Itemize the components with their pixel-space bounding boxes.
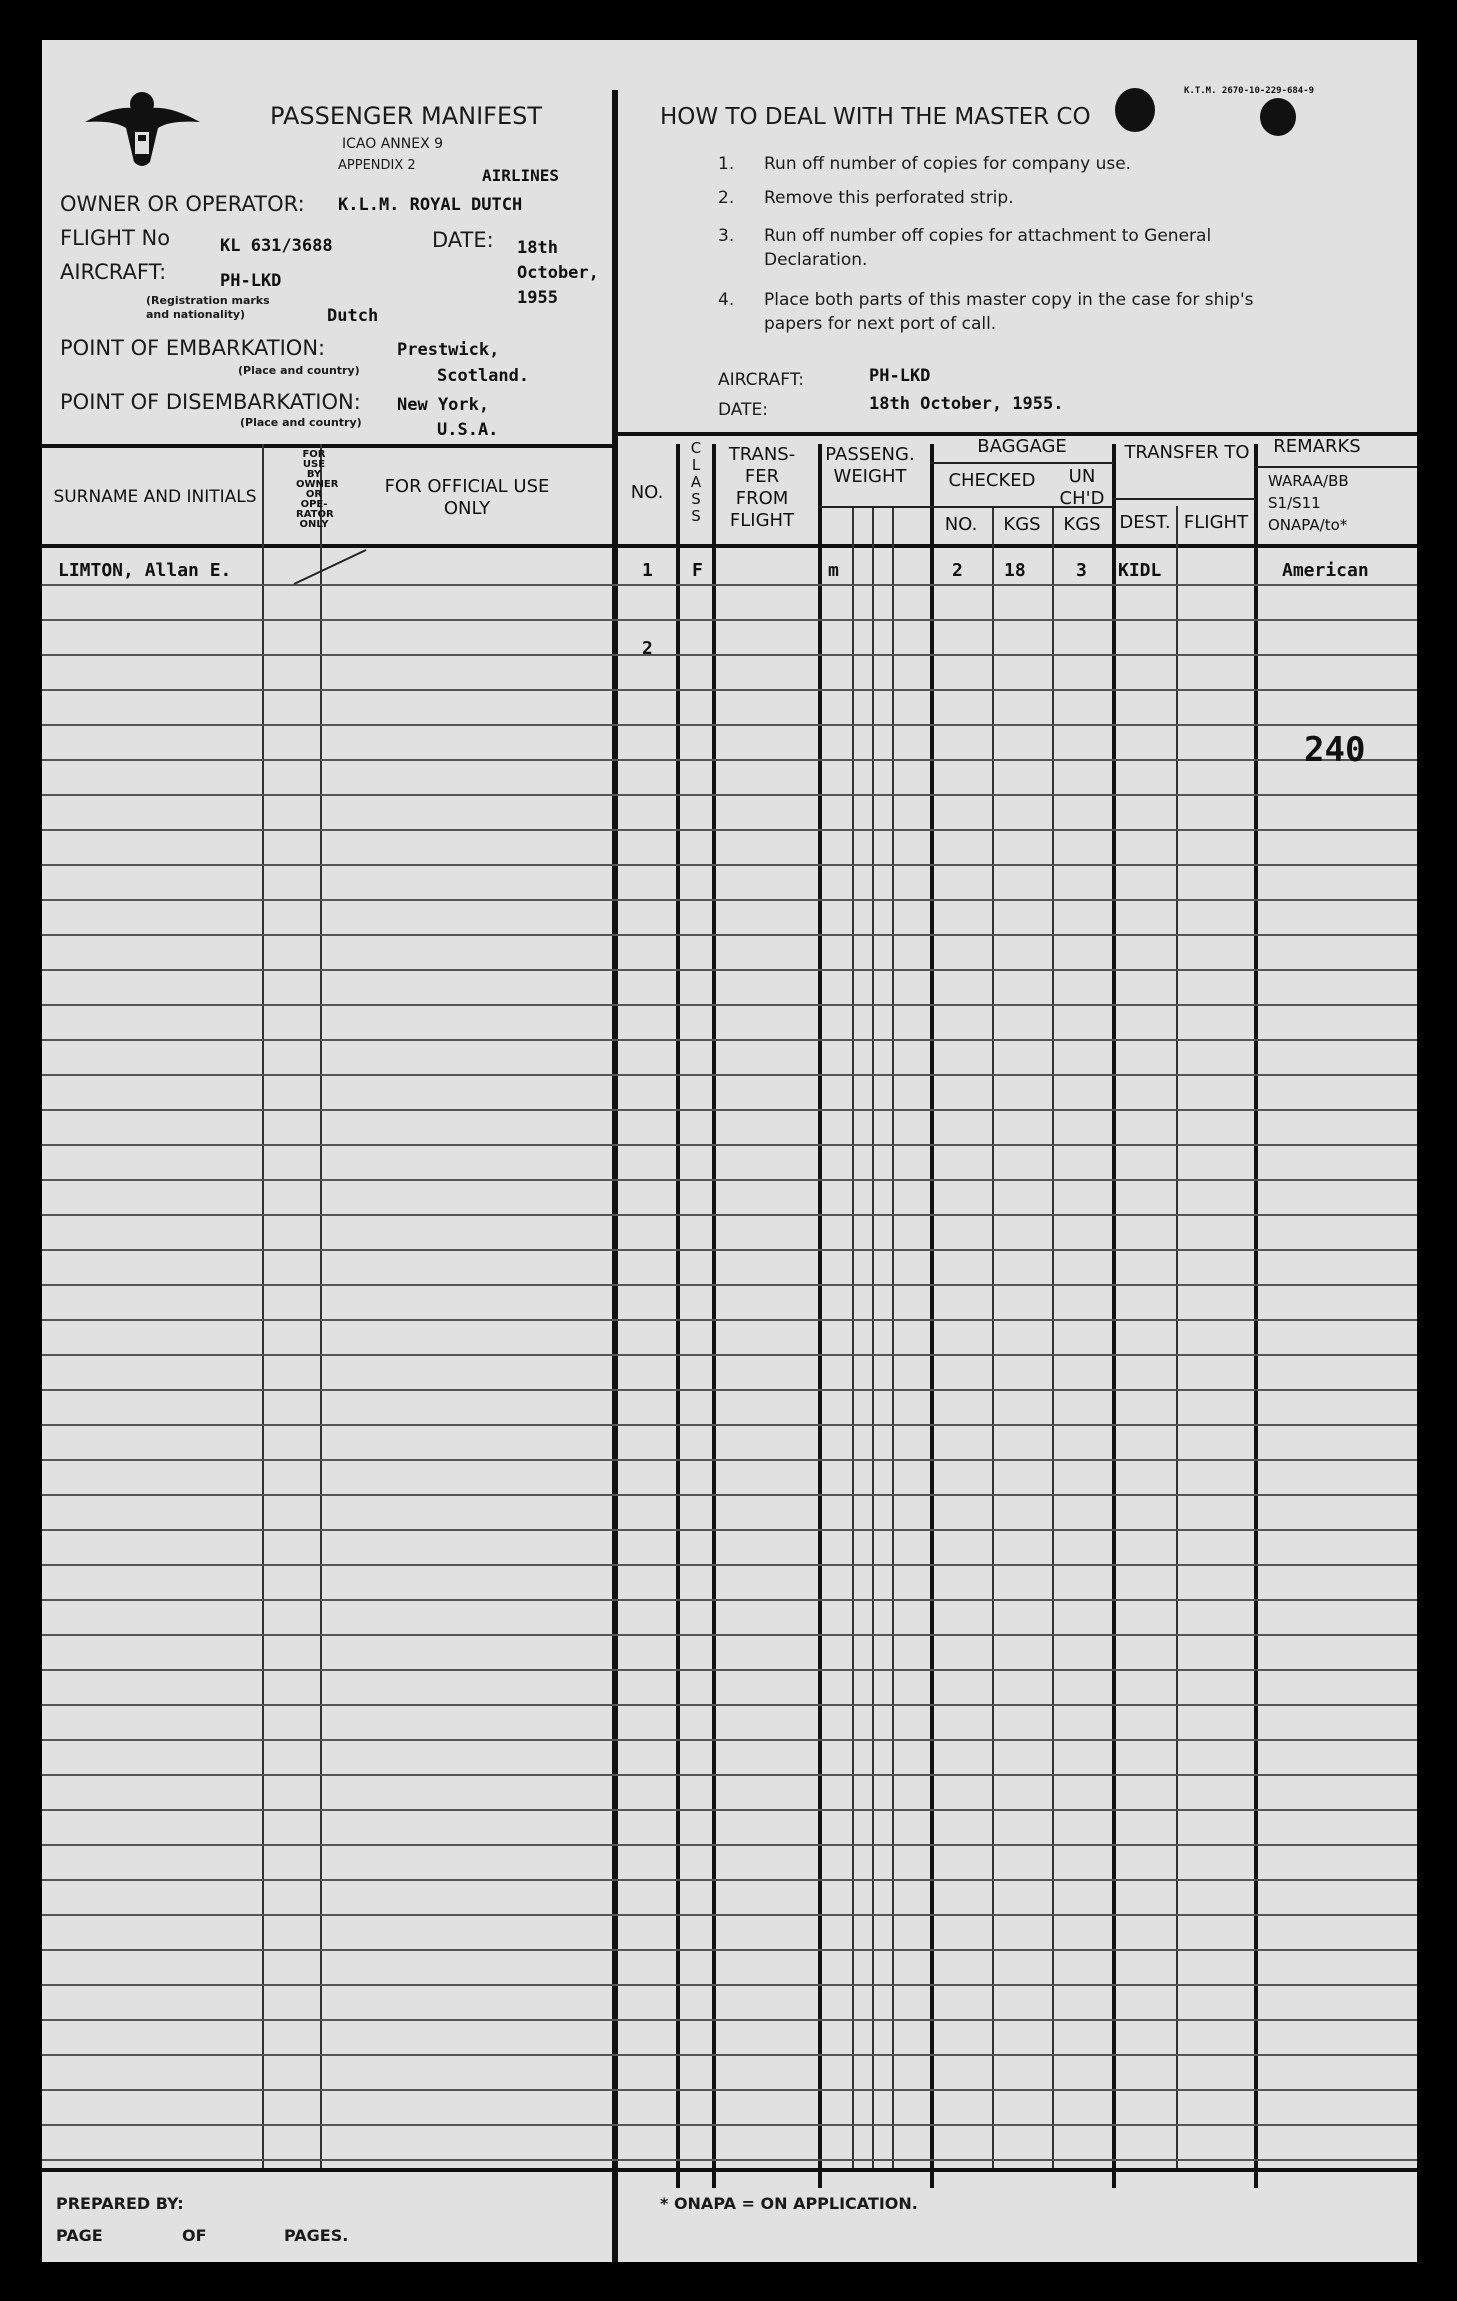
owner-label: OWNER OR OPERATOR:	[60, 192, 305, 216]
header-unchd: UN CH'D	[1059, 466, 1105, 509]
instruction-number: 4.	[718, 290, 735, 310]
row-line	[42, 1319, 1417, 1321]
prepared-by: PREPARED BY:	[56, 2194, 184, 2213]
row-line	[42, 1809, 1417, 1811]
onapa-note: * ONAPA = ON APPLICATION.	[660, 2194, 918, 2213]
row-line	[42, 1669, 1417, 1671]
embark-value-2: Scotland.	[437, 366, 530, 386]
date-label: DATE:	[432, 228, 494, 252]
row-line	[42, 1704, 1417, 1706]
row-line	[42, 864, 1417, 866]
weight-sub-rule	[818, 506, 930, 508]
document-reference: K.T.M. 2670-10-229-684-9	[1184, 86, 1315, 96]
row-1-dest: KIDL	[1118, 560, 1162, 581]
row-line	[42, 1494, 1417, 1496]
pages-label: PAGES.	[284, 2226, 349, 2245]
header-remarks: REMARKS	[1273, 436, 1361, 457]
disembark-value-2: U.S.A.	[437, 420, 499, 440]
owner-value-airlines: AIRLINES	[482, 166, 560, 185]
row-line	[42, 1144, 1417, 1146]
row-line	[42, 1249, 1417, 1251]
row-line	[42, 1599, 1417, 1601]
instruction-text: Run off number of copies for company use.	[764, 154, 1132, 174]
instruction-text: Declaration.	[764, 250, 868, 270]
embark-place-note: (Place and country)	[238, 364, 360, 377]
header-surname: SURNAME AND INITIALS	[53, 487, 257, 507]
col-line	[320, 444, 322, 2168]
row-line	[42, 654, 1417, 656]
header-flight: FLIGHT	[1183, 512, 1249, 533]
row-line	[42, 1039, 1417, 1041]
row-1-weight: m	[828, 560, 839, 581]
row-line	[42, 1354, 1417, 1356]
left-header-rule	[42, 444, 614, 448]
row-line	[42, 1389, 1417, 1391]
row-line	[42, 584, 1417, 586]
row-line	[42, 1424, 1417, 1426]
baggage-sub-rule	[930, 462, 1114, 464]
row-line	[42, 969, 1417, 971]
row-line	[42, 759, 1417, 761]
col-line-thick	[818, 444, 822, 2188]
row-line	[42, 1179, 1417, 1181]
row-1-class: F	[692, 560, 703, 581]
flight-label: FLIGHT No	[60, 226, 171, 250]
col-line-thin	[992, 506, 994, 2168]
header-passeng-weight: PASSENG. WEIGHT	[825, 444, 915, 487]
header-dest: DEST.	[1119, 512, 1171, 533]
row-line	[42, 829, 1417, 831]
stamp-number: 240	[1304, 730, 1366, 770]
row-line	[42, 934, 1417, 936]
row-line	[42, 1774, 1417, 1776]
date-value-month: October,	[517, 263, 599, 283]
col-line-thick	[1112, 444, 1116, 2188]
row-line	[42, 724, 1417, 726]
right-aircraft-label: AIRCRAFT:	[718, 370, 804, 390]
row-line	[42, 1109, 1417, 1111]
center-divider	[612, 90, 618, 2262]
row-line	[42, 689, 1417, 691]
right-aircraft-value: PH-LKD	[869, 366, 931, 386]
icao-annex: ICAO ANNEX 9	[342, 136, 444, 152]
registration-note: (Registration marks	[146, 294, 270, 307]
row-line	[42, 2159, 1417, 2161]
header-baggage: BAGGAGE	[977, 436, 1067, 457]
instruction-text: Place both parts of this master copy in the case for ship's	[764, 290, 1254, 310]
instruction-number: 3.	[718, 226, 735, 246]
col-line	[262, 444, 264, 2168]
row-line	[42, 619, 1417, 621]
row-line	[42, 1949, 1417, 1951]
row-line	[42, 794, 1417, 796]
owner-value: K.L.M. ROYAL DUTCH	[338, 195, 523, 215]
col-line-thick	[1254, 444, 1258, 2188]
nationality-value: Dutch	[327, 306, 379, 326]
col-line-thick	[712, 444, 716, 2188]
ink-blot	[1115, 88, 1155, 132]
row-line	[42, 1634, 1417, 1636]
col-line-thin	[852, 506, 854, 2168]
header-bag-kgs: KGS	[1003, 514, 1041, 535]
row-1-bag-kgs: 18	[1004, 560, 1026, 581]
header-checked: CHECKED	[948, 470, 1036, 491]
col-line-thin	[872, 506, 874, 2168]
col-line-thick	[676, 444, 680, 2188]
right-date-label: DATE:	[718, 400, 768, 420]
instruction-text: Remove this perforated strip.	[764, 188, 1014, 208]
instruction-number: 1.	[718, 154, 735, 174]
col-line-thick	[930, 444, 934, 2188]
row-line	[42, 2089, 1417, 2091]
manifest-title: PASSENGER MANIFEST	[270, 102, 543, 130]
footer-rule	[42, 2168, 1417, 2172]
row-line	[42, 899, 1417, 901]
row-line	[42, 1074, 1417, 1076]
col-line-thin	[1176, 506, 1178, 2168]
row-line	[42, 1529, 1417, 1531]
row-2-no: 2	[642, 638, 653, 659]
row-line	[42, 1284, 1417, 1286]
ink-blot-2	[1260, 98, 1296, 136]
row-line	[42, 2124, 1417, 2126]
col-line-thin	[892, 506, 894, 2168]
col-line-thin	[1052, 506, 1054, 2168]
embark-value: Prestwick,	[397, 340, 500, 360]
row-line	[42, 1459, 1417, 1461]
instruction-number: 2.	[718, 188, 735, 208]
disembark-value: New York,	[397, 395, 490, 415]
aircraft-value: PH-LKD	[220, 271, 282, 291]
row-line	[42, 1914, 1417, 1916]
header-class: C L A S S	[690, 439, 702, 525]
embark-label: POINT OF EMBARKATION:	[60, 336, 326, 360]
instruction-text: papers for next port of call.	[764, 314, 997, 334]
appendix: APPENDIX 2	[338, 158, 416, 173]
row-line	[42, 2019, 1417, 2021]
header-bag-no: NO.	[944, 514, 978, 535]
header-transfer-from: TRANS- FER FROM FLIGHT	[728, 444, 796, 531]
header-unchd-kgs: KGS	[1063, 514, 1101, 535]
registration-note-2: and nationality)	[146, 308, 246, 321]
row-line	[42, 1844, 1417, 1846]
row-line	[42, 2054, 1417, 2056]
row-line	[42, 1214, 1417, 1216]
header-official: FOR OFFICIAL USE ONLY	[384, 476, 550, 519]
header-remarks-codes: WARAA/BB S1/S11 ONAPA/to*	[1268, 472, 1349, 534]
row-1-no: 1	[642, 560, 653, 581]
header-bottom-rule	[42, 544, 1417, 548]
aircraft-label: AIRCRAFT:	[60, 260, 167, 284]
header-transfer-to: TRANSFER TO	[1124, 442, 1250, 463]
header-no: NO.	[630, 482, 664, 503]
row-1-surname: LIMTON, Allan E.	[58, 560, 232, 581]
disembark-place-note: (Place and country)	[240, 416, 362, 429]
date-value-day: 18th	[517, 238, 558, 258]
of-label: OF	[182, 2226, 207, 2245]
instructions-title: HOW TO DEAL WITH THE MASTER CO	[660, 104, 1091, 130]
row-1-remarks: American	[1282, 560, 1369, 581]
flight-value: KL 631/3688	[220, 236, 333, 256]
row-1-unchd-kgs: 3	[1076, 560, 1087, 581]
row-line	[42, 1879, 1417, 1881]
page-label: PAGE	[56, 2226, 103, 2245]
row-line	[42, 1739, 1417, 1741]
instruction-text: Run off number off copies for attachment to General	[764, 226, 1212, 246]
remarks-sub-rule	[1254, 466, 1417, 468]
klm-logo	[80, 82, 205, 172]
date-value-year: 1955	[517, 288, 558, 308]
header-for-use: FOR USE BY OWNER OR OPE-RATOR ONLY	[296, 449, 339, 530]
row-line	[42, 1004, 1417, 1006]
manifest-sheet	[42, 40, 1417, 2262]
disembark-label: POINT OF DISEMBARKATION:	[60, 390, 361, 414]
row-1-bag-no: 2	[952, 560, 963, 581]
transfer-sub-rule	[1112, 498, 1256, 500]
row-line	[42, 1564, 1417, 1566]
row-line	[42, 1984, 1417, 1986]
check-mark-stroke	[290, 546, 370, 586]
right-date-value: 18th October, 1955.	[869, 394, 1064, 414]
